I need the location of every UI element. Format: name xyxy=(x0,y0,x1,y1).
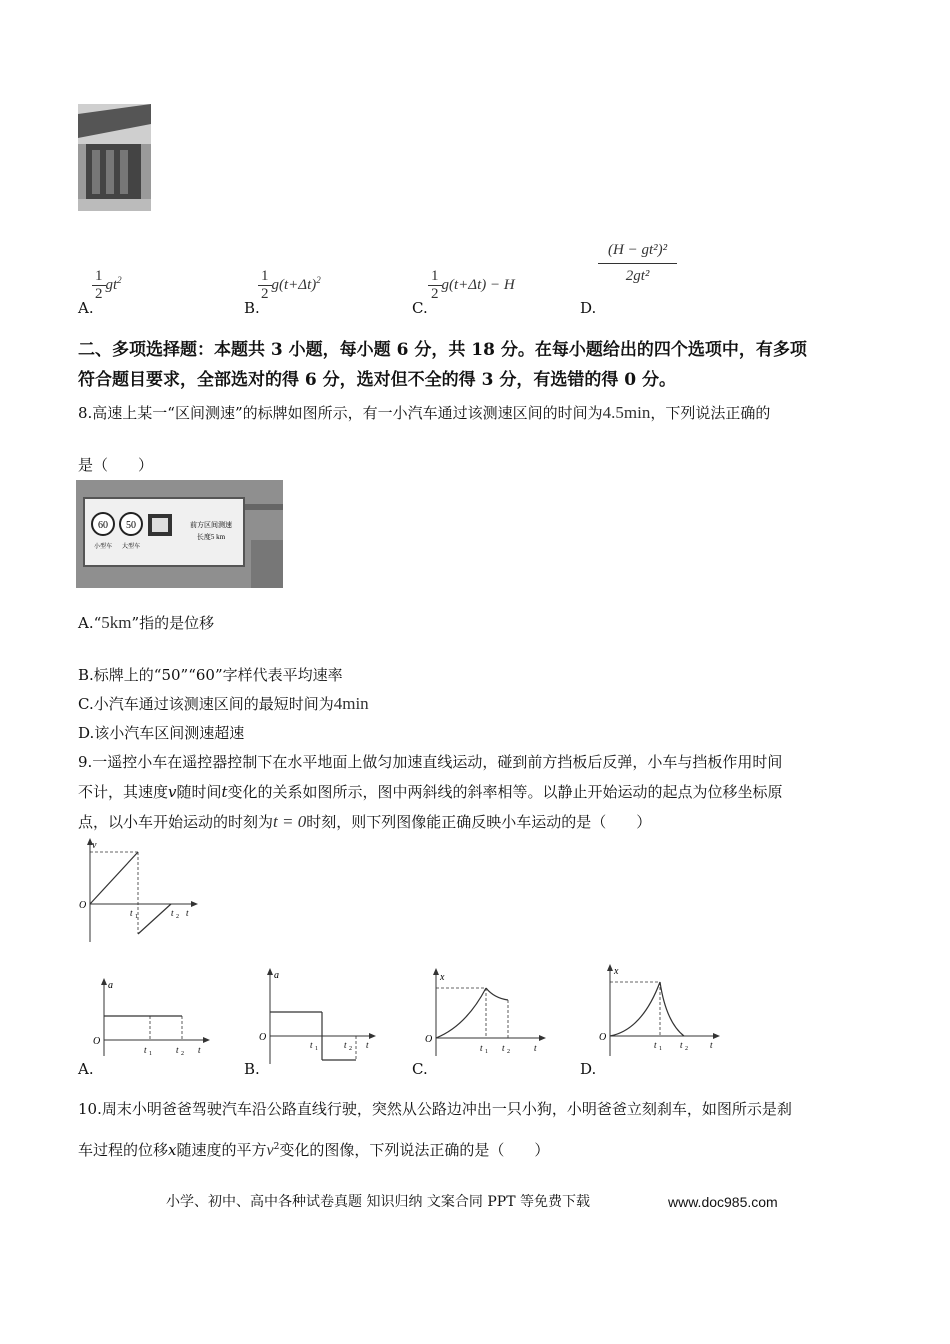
sign-text-line1: 前方区间测速 xyxy=(190,521,232,529)
svg-text:2: 2 xyxy=(507,1049,510,1055)
q9-option-b-graph xyxy=(256,968,378,1068)
q7-option-b-label: B. xyxy=(244,299,260,317)
svg-text:O: O xyxy=(425,1034,433,1045)
svg-text:x: x xyxy=(440,972,445,983)
q8-stem-end: 是（ ） xyxy=(78,456,154,474)
q7-option-b-expr: $\frac{1}{2}$ $g(t+\Delta t)^2$ xyxy=(258,268,321,303)
svg-text:x: x xyxy=(614,966,619,977)
svg-text:1: 1 xyxy=(149,1051,152,1057)
svg-text:t: t xyxy=(198,1045,201,1055)
svg-text:t: t xyxy=(480,1043,483,1053)
svg-text:t: t xyxy=(310,1040,313,1050)
q7-option-d-label: D. xyxy=(580,299,597,317)
svg-text:t: t xyxy=(144,1045,147,1055)
footer-url-link[interactable]: www.doc985.com xyxy=(668,1194,778,1210)
q7-option-a-label: A. xyxy=(78,299,94,317)
q9-option-d-graph xyxy=(596,964,722,1058)
footer-text: 小学、初中、高中各种试卷真题 知识归纳 文案合同 PPT 等免费下载 xyxy=(166,1194,590,1210)
q9-option-b-label: B. xyxy=(244,1060,260,1078)
svg-text:a: a xyxy=(274,970,279,981)
svg-text:2: 2 xyxy=(685,1046,688,1052)
svg-text:t: t xyxy=(130,908,133,918)
q8-option-c: C.小汽车通过该测速区间的最短时间为4min xyxy=(78,694,369,713)
q8-option-b: B.标牌上的“50”“60”字样代表平均速率 xyxy=(78,666,343,684)
svg-text:O: O xyxy=(259,1032,267,1043)
svg-text:2: 2 xyxy=(349,1046,352,1052)
svg-text:2: 2 xyxy=(176,914,179,920)
svg-text:t: t xyxy=(171,908,174,918)
q9-stem-line1: 9.一遥控小车在遥控器控制下在水平地面上做匀加速直线运动，碰到前方挡板后反弹，小车与挡板作用时间 xyxy=(78,753,783,771)
q10-stem-line1: 10.周末小明爸爸驾驶汽车沿公路直线行驶，突然从公路边冲出一只小狗，小明爸爸立刻刹车，如图所示是刹 xyxy=(78,1100,792,1118)
speed-limit-small: 60 xyxy=(98,520,108,531)
q8-option-d: D.该小汽车区间测速超速 xyxy=(78,724,245,742)
q7-option-d-expr: $\frac{\text{(H − gt²)²}}{\text{2gt²}}$ xyxy=(598,238,677,289)
svg-text:t: t xyxy=(710,1040,713,1050)
q9-option-d-label: D. xyxy=(580,1060,597,1078)
section-2-heading-line1: 二、多项选择题：本题共 3 小题，每小题 6 分，共 18 分。在每小题给出的四个选项中，有多项 xyxy=(78,340,807,360)
speed-limit-large: 50 xyxy=(126,520,136,531)
q7-option-c-label: C. xyxy=(412,299,428,317)
q7-option-c-expr: $\frac{1}{2}$ g(t+Δt) − H xyxy=(428,268,515,303)
svg-text:1: 1 xyxy=(659,1046,662,1052)
svg-text:t: t xyxy=(186,908,189,918)
q7-option-a-expr: $\frac{1}{2}$ $gt^2$ xyxy=(92,268,122,303)
svg-text:v: v xyxy=(92,840,97,851)
svg-text:a: a xyxy=(108,980,113,991)
svg-text:t: t xyxy=(680,1040,683,1050)
building-photo xyxy=(78,104,151,211)
speed-zone-sign-photo xyxy=(76,480,283,588)
svg-text:t: t xyxy=(654,1040,657,1050)
q9-stem-line3: 点，以小车开始运动的时刻为t = 0时刻，则下列图像能正确反映小车运动的是（ ） xyxy=(78,812,652,831)
svg-text:2: 2 xyxy=(181,1051,184,1057)
svg-text:1: 1 xyxy=(485,1049,488,1055)
q9-vt-graph xyxy=(76,838,198,944)
svg-text:1: 1 xyxy=(315,1046,318,1052)
svg-text:t: t xyxy=(366,1040,369,1050)
svg-text:O: O xyxy=(93,1036,101,1047)
label-small-vehicle: 小型车 xyxy=(93,544,113,550)
svg-text:t: t xyxy=(502,1043,505,1053)
svg-text:t: t xyxy=(176,1045,179,1055)
q9-option-c-label: C. xyxy=(412,1060,428,1078)
q8-stem: 8.高速上某一“区间测速”的标牌如图所示，有一小汽车通过该测速区间的时间为4.5min，下列说法正确的 xyxy=(78,403,771,422)
svg-text:t: t xyxy=(534,1043,537,1053)
q10-stem-line2: 车过程的位移x随速度的平方$v^2$变化的图像，下列说法正确的是（ ） xyxy=(78,1141,550,1159)
sign-text-line2: 长度5 km xyxy=(196,533,226,541)
section-2-heading-line2: 符合题目要求，全部选对的得 6 分，选对但不全的得 3 分，有选错的得 0 分。 xyxy=(78,370,676,390)
svg-text:1: 1 xyxy=(135,914,138,920)
q9-stem-line2: 不计，其速度v随时间t变化的关系如图所示，图中两斜线的斜率相等。以静止开始运动的起点为位移坐标原 xyxy=(78,783,783,801)
q9-option-a-label: A. xyxy=(78,1060,94,1078)
q9-option-c-graph xyxy=(422,968,548,1058)
q9-option-a-graph xyxy=(90,978,212,1058)
svg-text:t: t xyxy=(344,1040,347,1050)
label-large-vehicle: 大型车 xyxy=(121,544,141,550)
svg-text:O: O xyxy=(79,900,87,911)
q8-option-a: A.“5km”指的是位移 xyxy=(78,613,215,632)
svg-text:O: O xyxy=(599,1032,607,1043)
